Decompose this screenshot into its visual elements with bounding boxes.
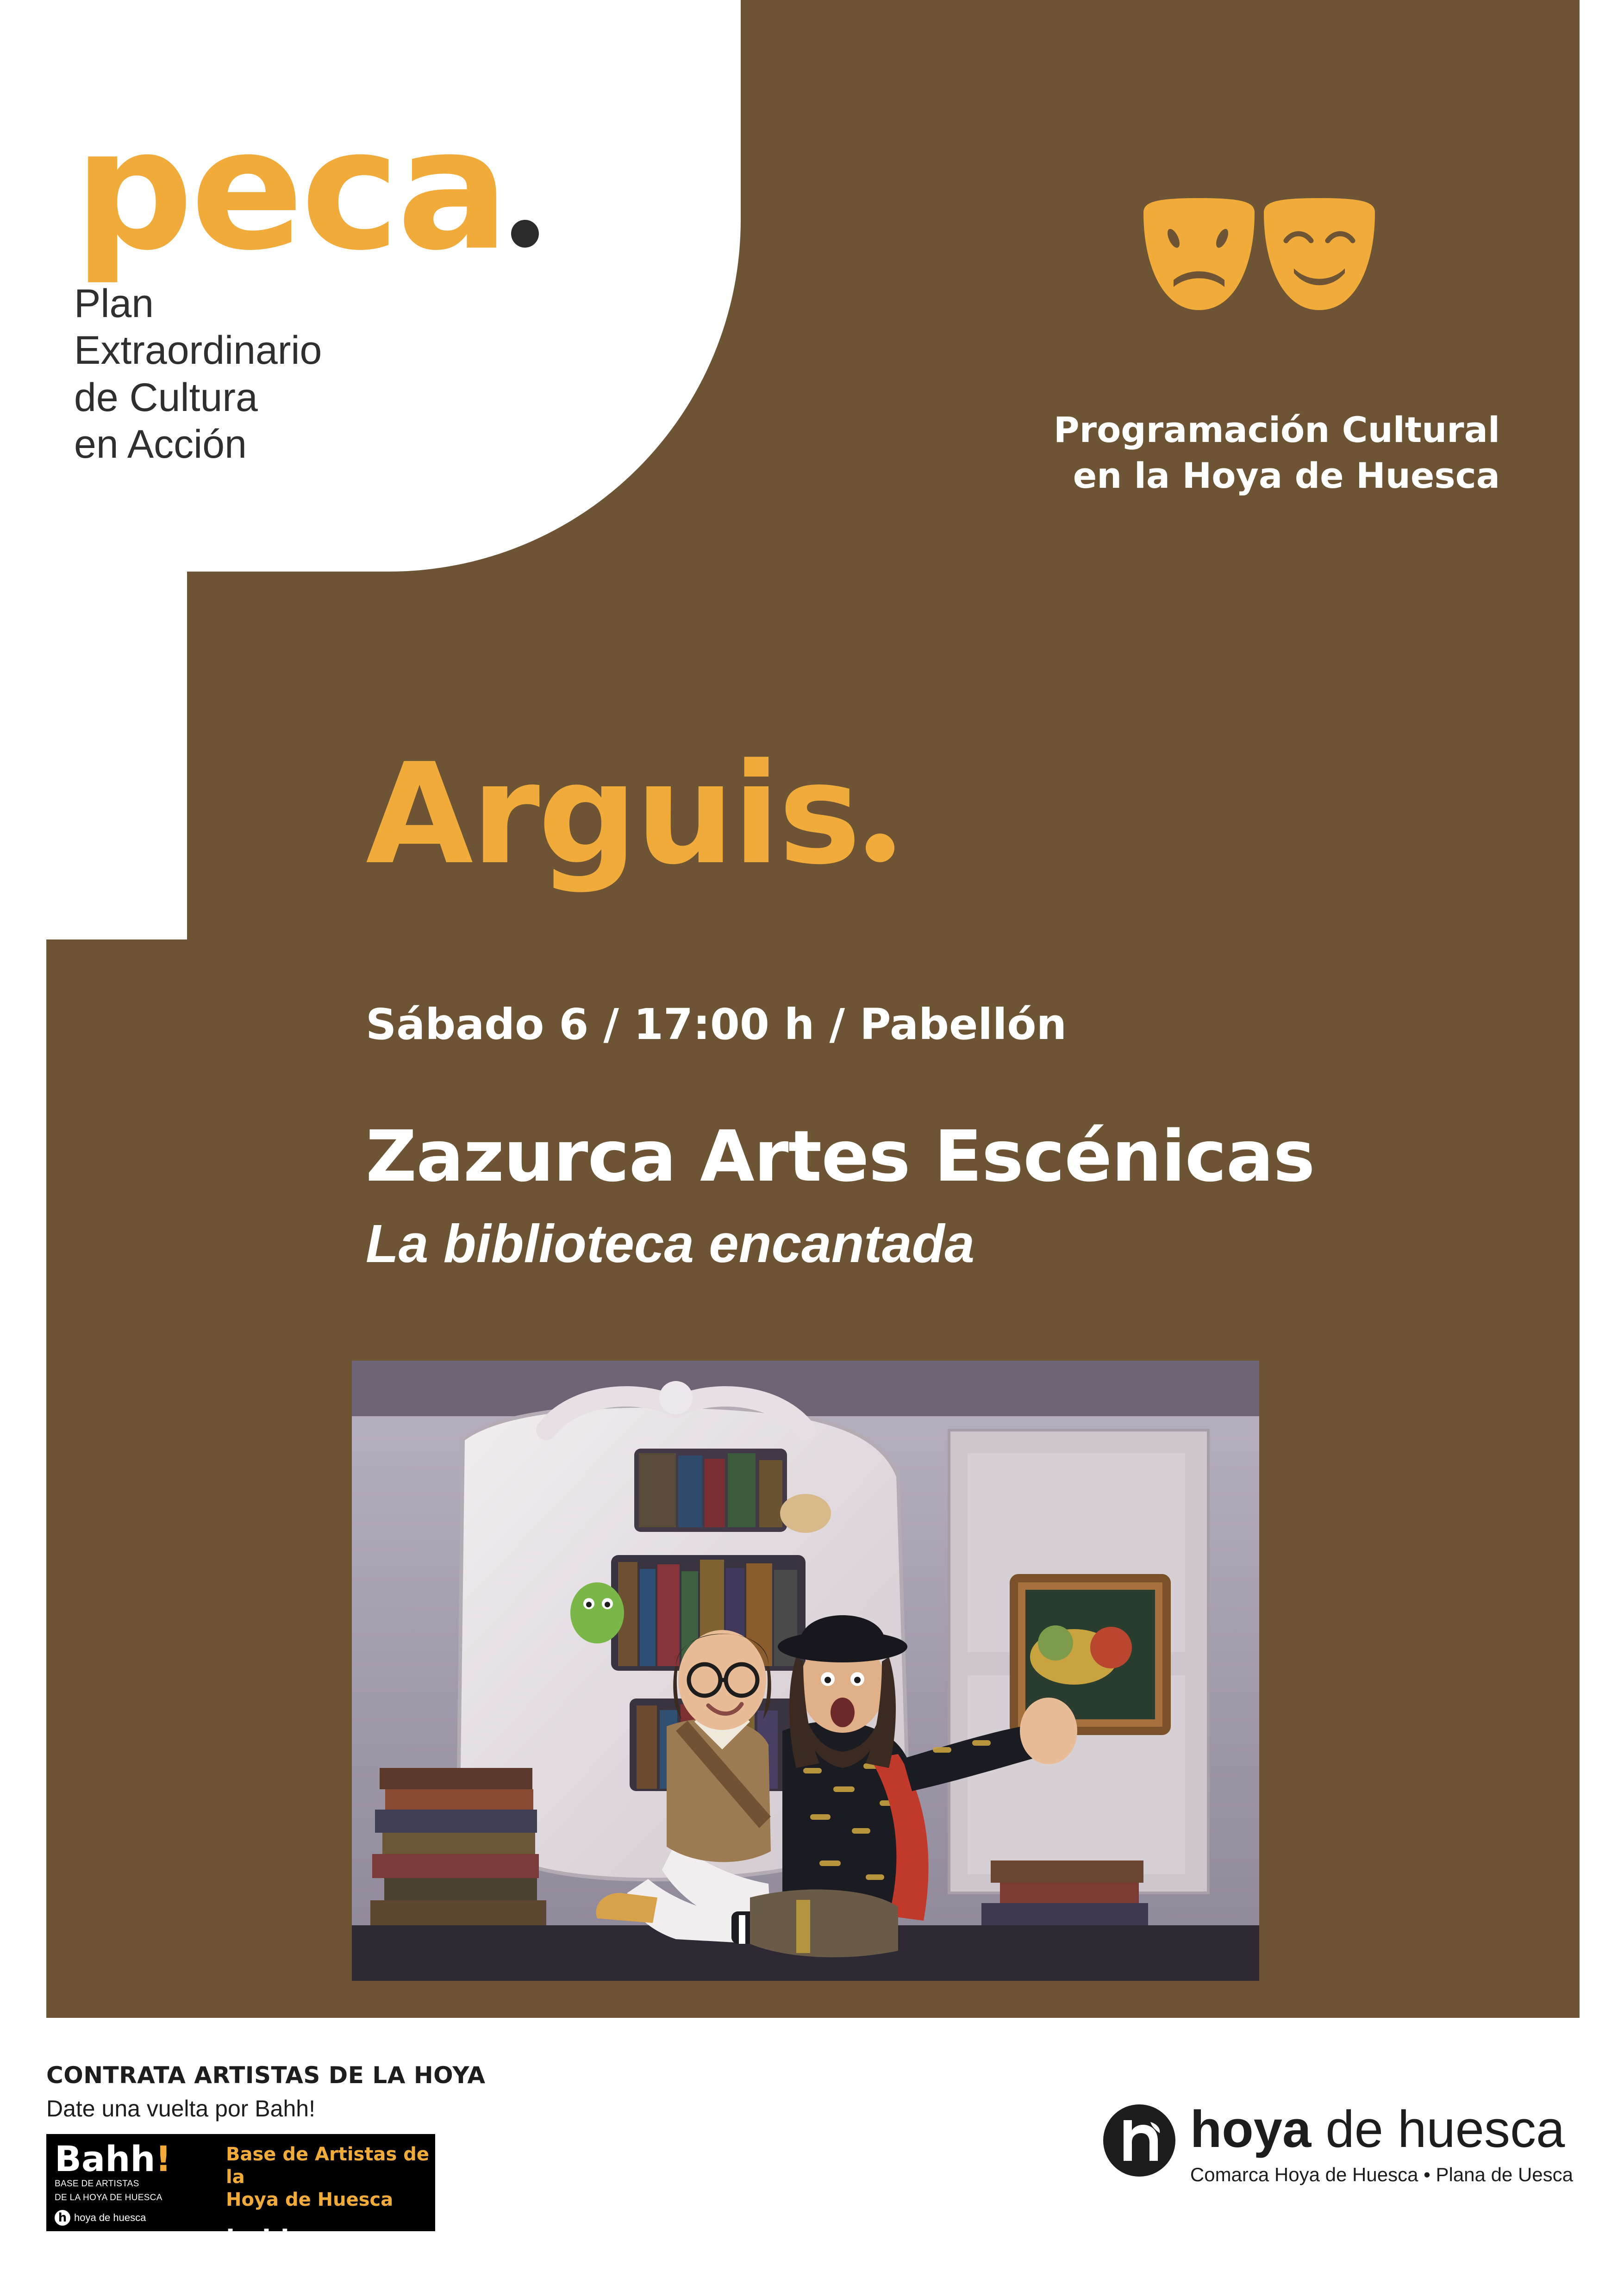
bahh-logo-left — [46, 2134, 218, 2231]
bahh-exclamation: ! — [155, 2138, 172, 2179]
contract-artists-title: CONTRATA ARTISTAS DE LA HOYA — [46, 2062, 486, 2089]
bahh-description-line-1: Base de Artistas de la — [226, 2144, 429, 2188]
hoya-logo-name-bold: hoya — [1190, 2100, 1312, 2158]
hoya-logo-name-rest: de huesca — [1311, 2100, 1565, 2158]
bahh-small-line-1: BASE DE ARTISTAS — [55, 2179, 139, 2189]
event-town — [366, 734, 894, 895]
hoya-h-icon: h — [55, 2210, 70, 2226]
program-heading-line-2: en la Hoya de Huesca — [1073, 454, 1500, 496]
bahh-description-line-2: Hoya de Huesca — [226, 2189, 394, 2210]
town-dot-icon — [866, 834, 894, 862]
peca-dot-icon — [511, 220, 539, 248]
peca-wordmark-text: peca — [74, 93, 507, 287]
bahh-logo-right — [218, 2134, 435, 2255]
peca-tagline-line-3: de Cultura — [74, 375, 258, 420]
theatre-masks-icon — [1130, 194, 1454, 347]
hoya-logo-name — [1190, 2100, 1573, 2158]
hoya-logo-subtitle: Comarca Hoya de Huesca • Plana de Uesca — [1190, 2164, 1573, 2185]
event-photo — [352, 1361, 1259, 1981]
peca-tagline-line-1: Plan — [74, 281, 154, 326]
hoya-h-icon — [1102, 2103, 1176, 2178]
bahh-hoya-credit — [55, 2210, 218, 2226]
bahh-wordmark-text: Bahh — [55, 2138, 156, 2179]
event-show-title: La biblioteca encantada — [366, 1213, 975, 1274]
event-company: Zazurca Artes Escénicas — [366, 1115, 1315, 1197]
peca-tagline-line-2: Extraordinario — [74, 328, 322, 373]
bahh-small-line-2: DE LA HOYA DE HUESCA — [55, 2192, 162, 2203]
hoya-logo-text — [1190, 2100, 1573, 2186]
event-dateline: Sábado 6 / 17:00 h / Pabellón — [366, 1000, 1067, 1049]
program-heading — [991, 407, 1500, 499]
contract-artists-subtitle: Date una vuelta por Bahh! — [46, 2096, 315, 2122]
peca-tagline — [74, 280, 630, 468]
bahh-logo-box[interactable] — [46, 2134, 435, 2255]
bahh-wordmark — [55, 2138, 218, 2179]
peca-tagline-line-4: en Acción — [74, 422, 247, 467]
bahh-hoya-label: hoya de huesca — [74, 2211, 146, 2223]
peca-logo — [74, 93, 630, 468]
peca-wordmark — [74, 93, 630, 287]
bahh-url[interactable]: bahh.es — [226, 2225, 342, 2255]
event-town-text: Arguis — [366, 734, 859, 895]
hoya-de-huesca-logo — [1102, 2100, 1573, 2186]
program-heading-line-1: Programación Cultural — [1053, 409, 1500, 450]
bahh-footer — [46, 2062, 602, 2255]
